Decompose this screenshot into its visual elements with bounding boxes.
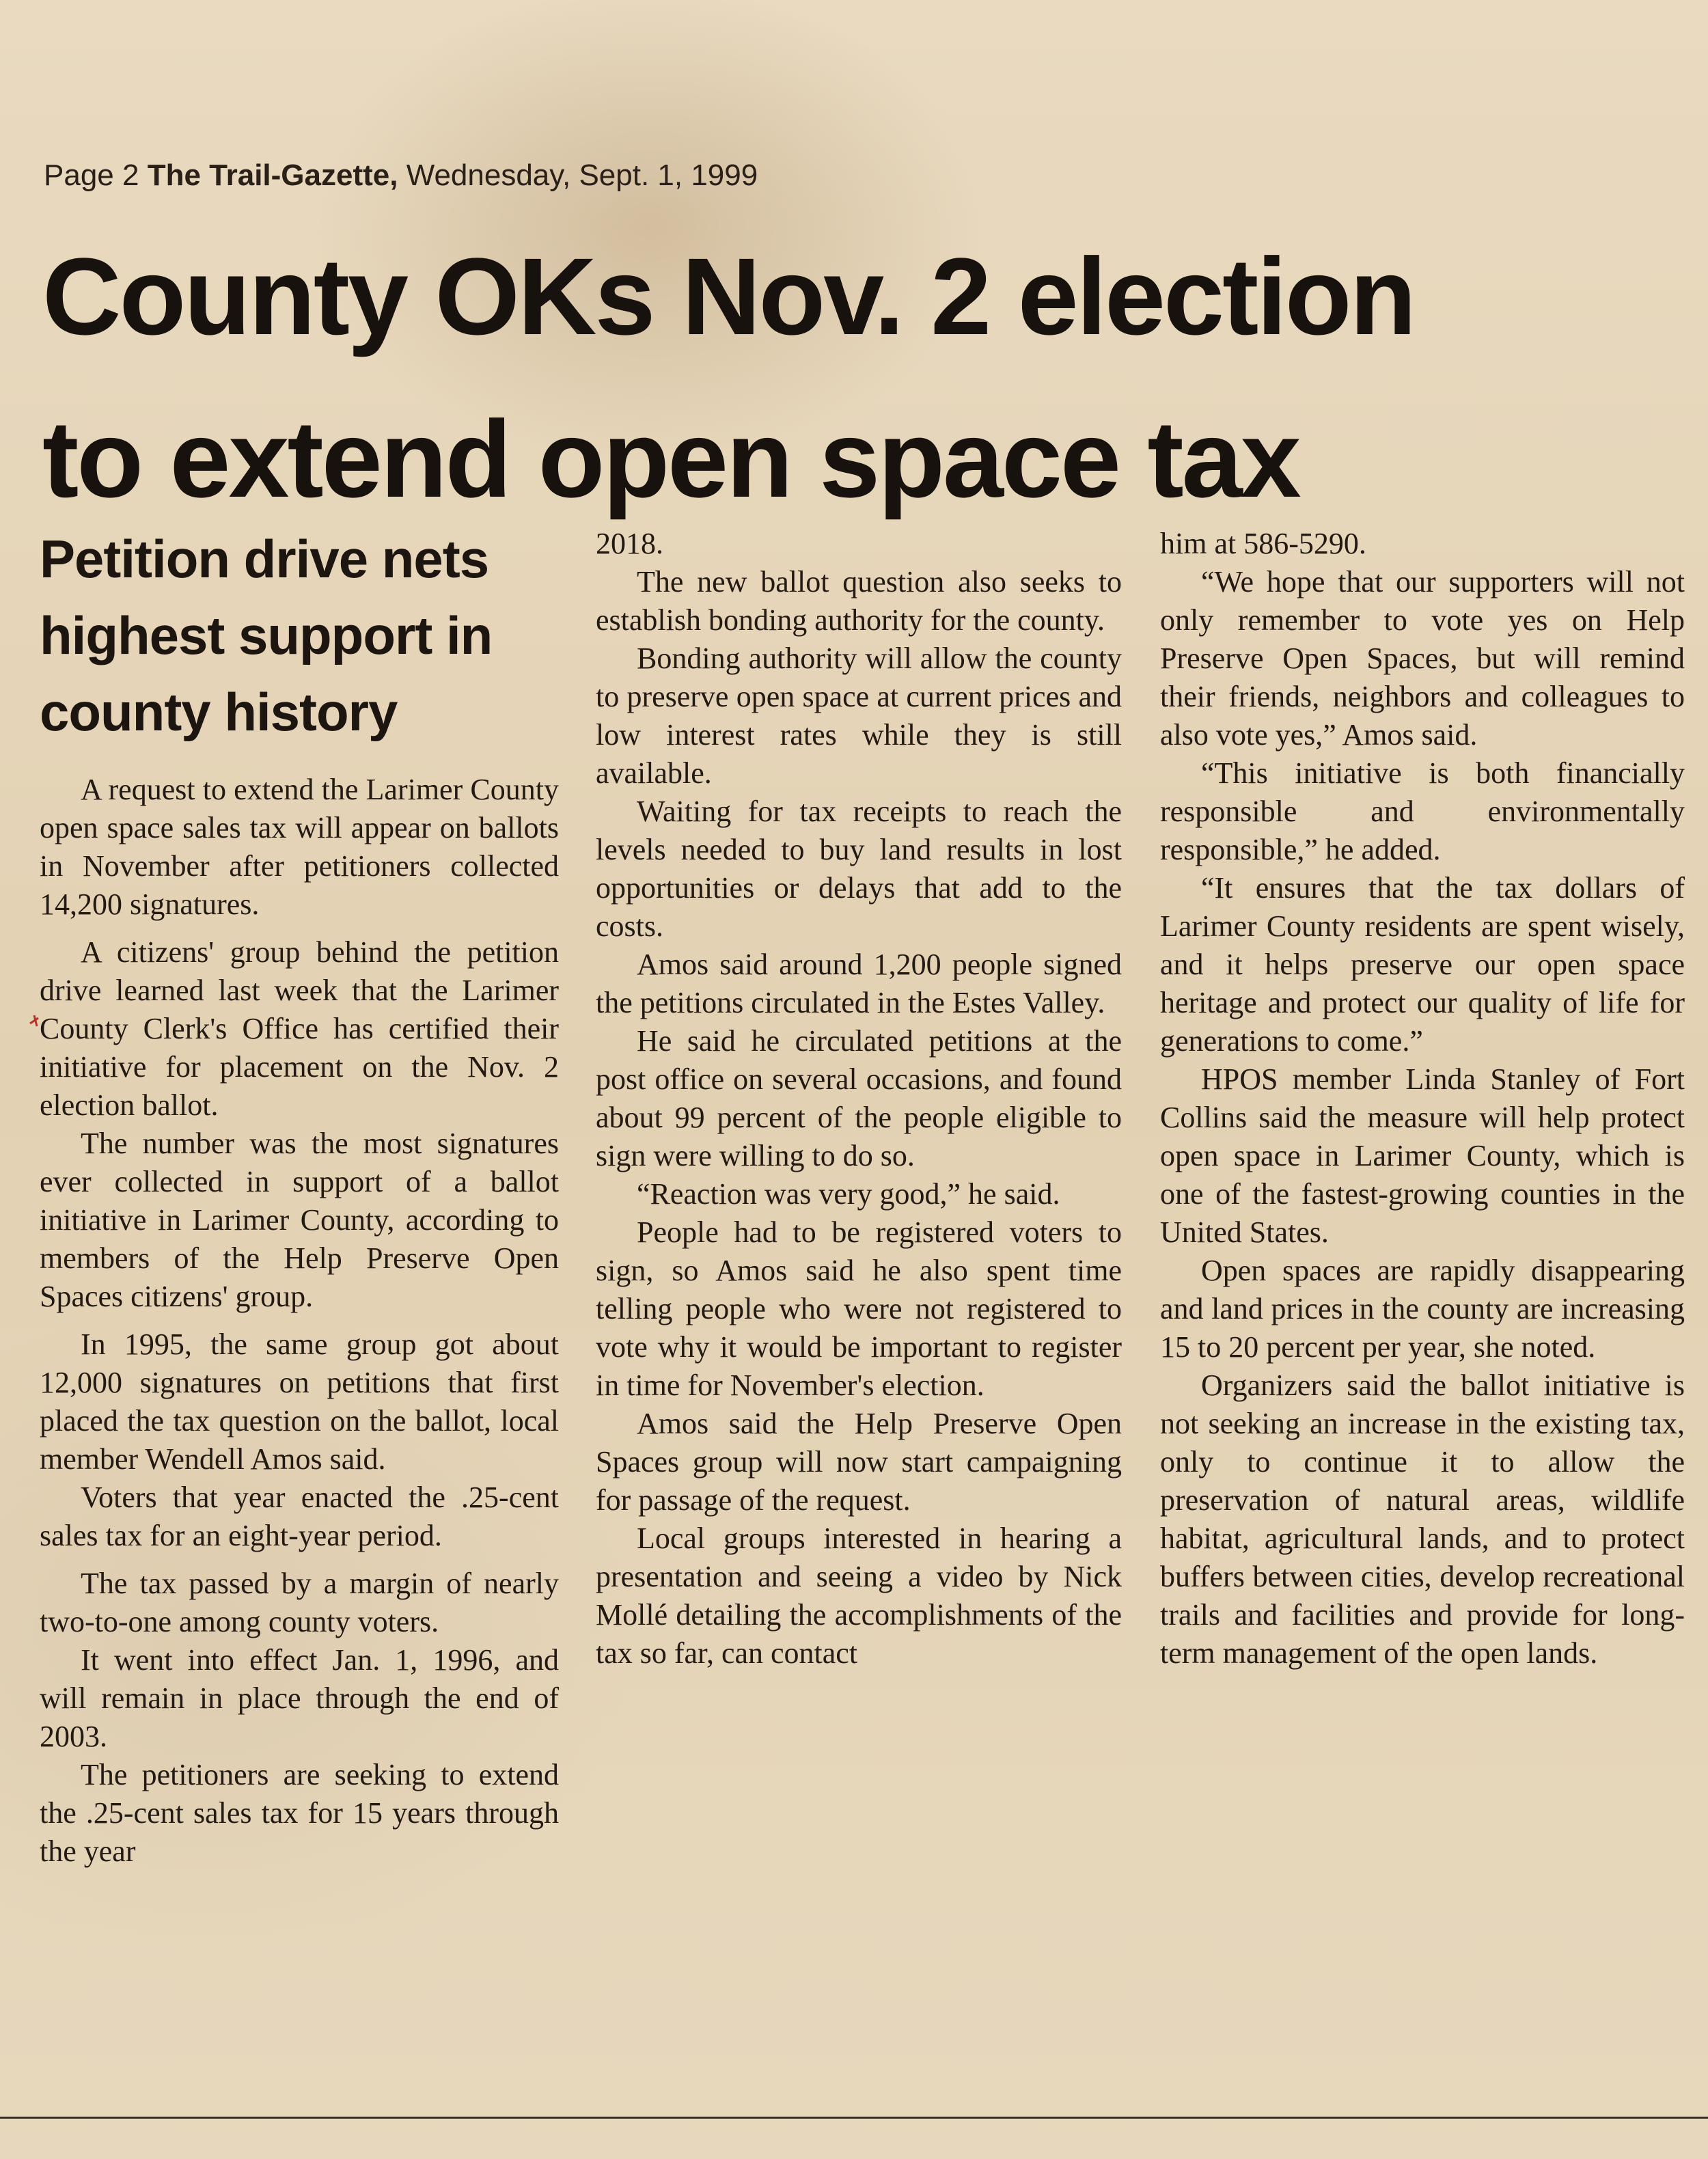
paragraph: him at 586-5290. <box>1160 527 1366 560</box>
paragraph: 2018. <box>596 527 663 560</box>
paragraph: Bonding authority will allow the county to preserve open space at current prices and low interest rates while they is still available. <box>596 642 1122 790</box>
headline-line-1: County OKs Nov. 2 election <box>42 235 1415 357</box>
article-column-1 <box>40 521 559 1871</box>
paragraph: It went into effect Jan. 1, 1996, and will remain in place through the end of 2003. <box>40 1643 559 1753</box>
paragraph: Voters that year enacted the .25-cent sales tax for an eight-year period. <box>40 1481 559 1552</box>
paragraph: The tax passed by a margin of nearly two-to-one among county voters. <box>40 1567 559 1638</box>
paragraph: People had to be registered voters to sign, so Amos said he also spent time telling people who were not registered to vote why it would be important to register in time for November's election. <box>596 1215 1122 1402</box>
article-column-2 <box>596 525 1122 1673</box>
bottom-rule <box>0 2117 1708 2119</box>
paragraph: In 1995, the same group got about 12,000 signatures on petitions that first placed the tax question on the ballot, local member Wendell Amos said. <box>40 1328 559 1476</box>
paragraph: “We hope that our supporters will not only remember to vote yes on Help Preserve Open Spaces, but will remind their friends, neighbors and colleagues to also vote yes,” Amos said. <box>1160 565 1685 752</box>
paragraph: The petitioners are seeking to extend the .25-cent sales tax for 15 years through the year <box>40 1758 559 1868</box>
newspaper-name: The Trail-Gazette, <box>147 159 398 192</box>
article-column-3 <box>1160 525 1685 1673</box>
page-number: Page 2 <box>44 159 139 192</box>
paragraph: Organizers said the ballot initiative is not seeking an increase in the existing tax, only to continue it to allow the preservation of natural areas, wildlife habitat, agricultural lands, and to protect buffers between cities, develop recreational trails and facilities and provide for long-term management of the open lands. <box>1160 1369 1685 1670</box>
paragraph: Amos said around 1,200 people signed the petitions circulated in the Estes Valley. <box>596 948 1122 1019</box>
paragraph: The new ballot question also seeks to establish bonding authority for the county. <box>596 565 1122 637</box>
paragraph: The number was the most signatures ever collected in support of a ballot initiative in Larimer County, according to members of the Help Preserve Open Spaces citizens' group. <box>40 1127 559 1313</box>
paragraph: HPOS member Linda Stanley of Fort Collins said the measure will help protect open space in Larimer County, which is one of the fastest-growing counties in the United States. <box>1160 1062 1685 1249</box>
paragraph: “It ensures that the tax dollars of Larimer County residents are spent wisely, and it helps preserve our open space heritage and protect our quality of life for generations to come.” <box>1160 871 1685 1058</box>
paragraph: A citizens' group behind the petition drive learned last week that the Larimer County Clerk's Office has certified their initiative for placement on the Nov. 2 election ballot. <box>40 935 559 1122</box>
dateline <box>44 159 758 193</box>
paragraph: “This initiative is both financially responsible and environmentally responsible,” he added. <box>1160 756 1685 866</box>
headline-line-2: to extend open space tax <box>42 398 1299 520</box>
red-ink-mark <box>27 1011 48 1032</box>
paragraph: “Reaction was very good,” he said. <box>637 1177 1060 1211</box>
paragraph: He said he circulated petitions at the post office on several occasions, and found about 99 percent of the people eligible to sign were willing to do so. <box>596 1024 1122 1172</box>
paragraph: Local groups interested in hearing a presentation and seeing a video by Nick Mollé detailing the accomplishments of the tax so far, can contact <box>596 1522 1122 1670</box>
publication-date: Wednesday, Sept. 1, 1999 <box>406 159 758 192</box>
subheadline: Petition drive nets highest support in county history <box>40 529 493 742</box>
paragraph: Amos said the Help Preserve Open Spaces group will now start campaigning for passage of the request. <box>596 1407 1122 1517</box>
headline <box>42 215 1682 540</box>
paragraph: Open spaces are rapidly disappearing and land prices in the county are increasing 15 to 20 percent per year, she noted. <box>1160 1254 1685 1364</box>
paragraph: A request to extend the Larimer County open space sales tax will appear on ballots in November after petitioners collected 14,200 signatures. <box>40 773 559 921</box>
paragraph: Waiting for tax receipts to reach the levels needed to buy land results in lost opportunities or delays that add to the costs. <box>596 795 1122 943</box>
